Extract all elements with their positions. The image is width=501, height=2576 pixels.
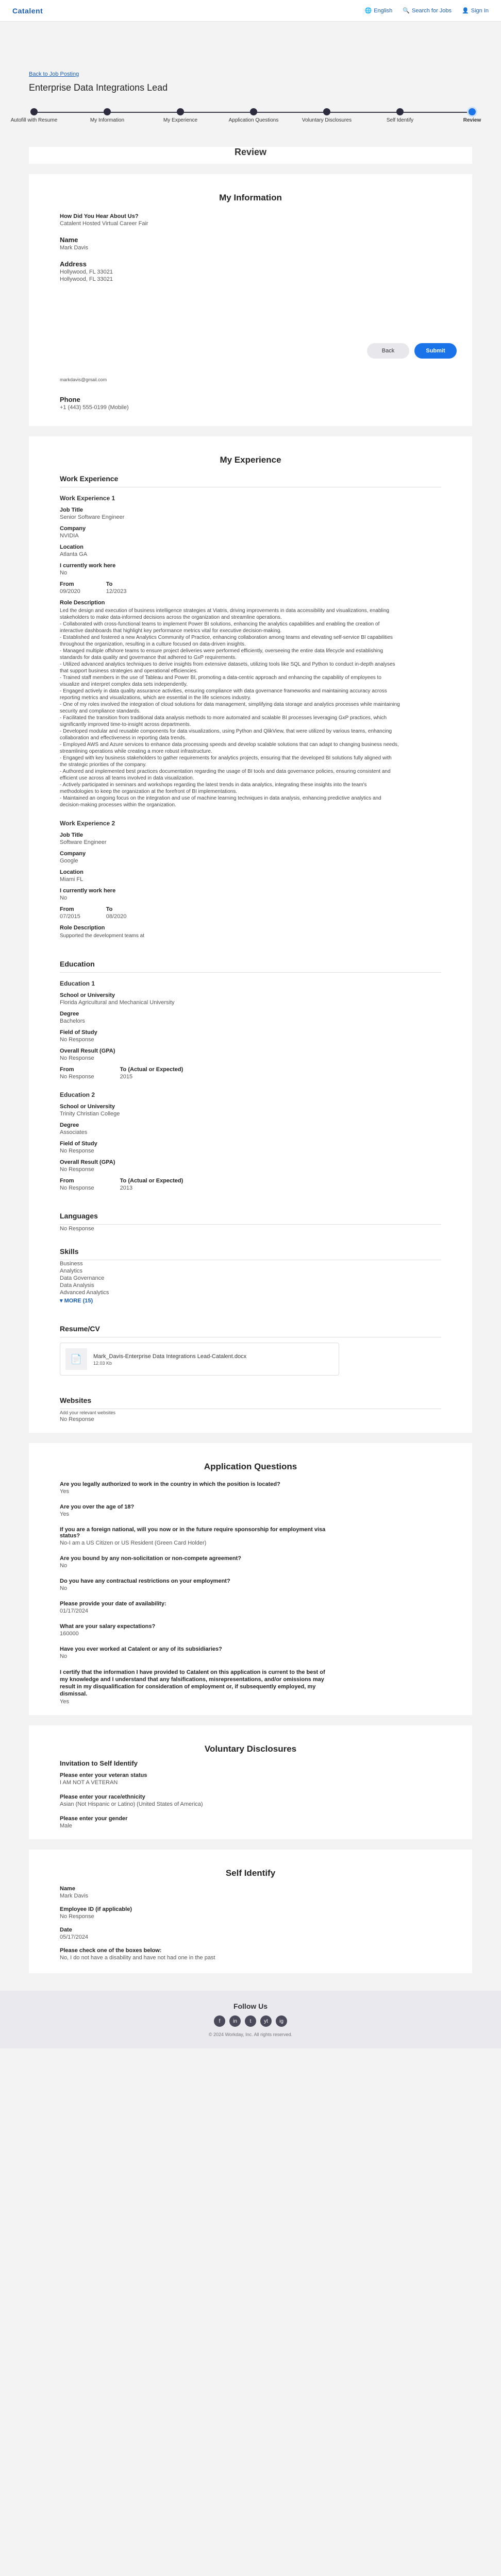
instagram-icon[interactable]: ig xyxy=(276,2015,287,2027)
copyright: © 2024 Workday, Inc. All rights reserved. xyxy=(208,2032,293,2037)
job-title-label: Job Title xyxy=(60,507,84,513)
current-work-value: No xyxy=(60,895,68,901)
step-label: My Information xyxy=(90,117,125,123)
back-to-job-link[interactable]: Back to Job Posting xyxy=(29,71,79,77)
voluntary-disclosures-section xyxy=(29,1725,472,1839)
address-label: Address xyxy=(60,260,87,268)
school-label: School or University xyxy=(60,1104,115,1110)
from-field xyxy=(60,576,80,595)
answer-value: No xyxy=(60,1653,68,1659)
contact-section xyxy=(29,363,472,426)
progress-stepper xyxy=(10,108,488,139)
date-value: 05/17/2024 xyxy=(60,1934,89,1940)
address-line-1: Hollywood, FL 33021 xyxy=(60,269,113,275)
job-title-value: Senior Software Engineer xyxy=(60,514,125,520)
from-label: From xyxy=(60,581,74,587)
current-work-value: No xyxy=(60,570,68,576)
company-label: Company xyxy=(60,851,86,857)
question-label: Please provide your date of availability: xyxy=(60,1601,166,1607)
search-icon: 🔍 xyxy=(403,8,410,14)
back-button[interactable]: Back xyxy=(367,343,409,359)
step-my-experience xyxy=(155,108,206,124)
step-dot xyxy=(396,108,404,115)
field-label: Field of Study xyxy=(60,1141,97,1147)
date-range xyxy=(60,576,441,595)
languages-value: No Response xyxy=(60,1226,94,1232)
answer-value: Yes xyxy=(60,1511,69,1517)
skill-item: Analytics xyxy=(60,1268,83,1274)
phone-value: +1 (443) 555-0199 (Mobile) xyxy=(60,404,129,411)
from-value: No Response xyxy=(60,1185,94,1191)
facebook-icon[interactable]: f xyxy=(214,2015,225,2027)
search-jobs-label: Search for Jobs xyxy=(412,7,452,14)
review-section xyxy=(29,147,472,164)
step-label: Application Questions xyxy=(228,117,279,123)
application-questions-section xyxy=(29,1443,472,1715)
my-experience-title: My Experience xyxy=(220,455,281,465)
location-label: Location xyxy=(60,544,84,550)
social-links xyxy=(0,2015,501,2027)
resume-file-info xyxy=(93,1352,246,1366)
degree-value: Associates xyxy=(60,1129,88,1136)
to-label: To xyxy=(106,581,113,587)
resume-file-size: 12.03 Kb xyxy=(93,1361,112,1366)
to-value: 08/2020 xyxy=(106,913,127,920)
location-value: Atlanta GA xyxy=(60,551,88,557)
language-label: English xyxy=(374,7,393,14)
websites-sub: Add your relevant websites xyxy=(60,1410,116,1415)
question-label: Do you have any contractual restrictions on your employment? xyxy=(60,1578,230,1584)
to-field xyxy=(120,1173,183,1191)
step-my-information xyxy=(81,108,133,124)
sign-in-link[interactable] xyxy=(462,7,489,14)
self-identify-name-label: Name xyxy=(60,1886,75,1892)
step-voluntary-disclosures xyxy=(301,108,353,124)
gpa-value: No Response xyxy=(60,1055,94,1061)
answer-value: No xyxy=(60,1563,68,1569)
skills-heading: Skills xyxy=(60,1247,441,1260)
skill-item: Data Analysis xyxy=(60,1282,94,1289)
step-autofill xyxy=(8,108,60,124)
answer-value: No xyxy=(60,1585,68,1591)
location-value: Miami FL xyxy=(60,876,84,883)
main-content xyxy=(10,71,488,1973)
to-value: 12/2023 xyxy=(106,588,127,595)
answer-value: 01/17/2024 xyxy=(60,1608,89,1614)
footer xyxy=(0,1991,501,2048)
step-dot-current xyxy=(469,108,476,115)
chevron-down-icon: ▾ xyxy=(60,1298,64,1304)
self-identify-invitation: Invitation to Self Identify xyxy=(60,1759,138,1767)
step-label: Voluntary Disclosures xyxy=(302,117,352,123)
employee-id-label: Employee ID (if applicable) xyxy=(60,1906,132,1912)
globe-icon: 🌐 xyxy=(364,8,372,14)
degree-label: Degree xyxy=(60,1122,79,1128)
skill-item: Advanced Analytics xyxy=(60,1290,109,1296)
top-bar xyxy=(0,0,501,22)
gender-label: Please enter your gender xyxy=(60,1816,128,1822)
email-value: markdavis@gmail.com xyxy=(60,377,107,382)
to-label: To (Actual or Expected) xyxy=(120,1178,183,1184)
veteran-label: Please enter your veteran status xyxy=(60,1772,147,1778)
step-label: My Experience xyxy=(163,117,198,123)
from-value: 09/2020 xyxy=(60,588,80,595)
role-description-label: Role Description xyxy=(60,925,105,931)
to-value: 2015 xyxy=(120,1074,133,1080)
self-identify-section xyxy=(29,1850,472,1973)
work-experience-1-heading: Work Experience 1 xyxy=(60,495,115,502)
field-value: No Response xyxy=(60,1148,94,1154)
skills-more-label: MORE (15) xyxy=(64,1298,93,1304)
degree-label: Degree xyxy=(60,1011,79,1017)
from-value: No Response xyxy=(60,1074,94,1080)
from-field xyxy=(60,1061,94,1080)
top-nav xyxy=(365,7,489,14)
from-label: From xyxy=(60,1066,74,1073)
my-information-title: My Information xyxy=(219,193,282,202)
answer-value: No-I am a US Citizen or US Resident (Green Card Holder) xyxy=(60,1540,207,1546)
step-application-questions xyxy=(228,108,279,124)
company-logo[interactable]: Catalent xyxy=(12,6,43,15)
skill-item: Business xyxy=(60,1261,83,1267)
from-field xyxy=(60,901,80,920)
to-label: To (Actual or Expected) xyxy=(120,1066,183,1073)
education-1-heading: Education 1 xyxy=(60,980,95,987)
degree-value: Bachelors xyxy=(60,1018,85,1024)
websites-value: No Response xyxy=(60,1416,94,1422)
step-label: Review xyxy=(463,117,481,123)
gpa-label: Overall Result (GPA) xyxy=(60,1159,115,1165)
race-value: Asian (Not Hispanic or Latino) (United States of America) xyxy=(60,1801,203,1807)
application-questions-title: Application Questions xyxy=(204,1462,297,1471)
from-label: From xyxy=(60,906,74,912)
date-range xyxy=(60,901,441,920)
company-value: Google xyxy=(60,858,78,864)
skill-item: Data Governance xyxy=(60,1275,105,1281)
role-description-value: Supported the development teams at xyxy=(60,933,144,939)
role-description-value: Led the design and execution of business intelligence strategies at Viatris, driving improvements in data accessibility and visualizations, enabling stakeholders to make data-informed decisions across the organization and streamline operations. - Collaborated with cross-functional teams to implement Power BI solutions, enhancing the analytics capabilities and enabling the creation of interactive dashboards that highlight key performance metrics vital for executive decision-making. - Established and fostered a new Analytics Community of Practice, enhancing collaboration among teams and elevating self-service BI capabilities throughout the organization, resulting in a culture focused on data-driven insights. - Managed multiple offshore teams to ensure project deliveries were performed efficiently, overseeing the entire data lifecycle and establishing standards for data quality and governance that adhered to GxP requirements. - Utilized advanced analytics techniques to derive insights from extensive datasets, utilizing tools like SQL and Python to conduct in-depth analyses that support business strategies and operational efficiencies. - Trained staff members in the use of Tableau and Power BI, promoting a data-centric approach and enhancing the capability of employees to visualize and interpret complex data sets independently. - Engaged actively in data quality assurance activities, ensuring compliance with data governance frameworks and maintaining accuracy across reporting metrics and visualizations, which are essential in the life sciences industry. - One of my roles involved the integration of cloud solutions for data management, simplifying data storage and analytics processes while maintaining security and compliance standards. - Facilitated the transition from traditional data analysis methods to more automated and scalable BI processes leveraging GxP practices, which significantly improved time-to-insight across departments. - Developed modular and reusable components for data visualizations, using Python and QlikView, that were utilized by various teams, enhancing collaboration and effectiveness in reporting data trends. - Employed AWS and Azure services to enhance data processing speeds and develop scalable solutions that can adapt to changing business needs, streamlining operations while creating a more robust infrastructure. - Engaged with key business stakeholders to gather requirements for analytics projects, ensuring that the developed BI solutions fully aligned with the strategic priorities of the company. - Authored and implemented best practices documentation regarding the usage of BI tools and data governance policies, ensuring consistent and efficient use across all teams involved in data visualization. - Actively participated in seminars and workshops regarding the latest trends in data analytics, integrating these insights into the team's methodologies to keep the organization at the forefront of BI implementations. - Maintained an ongoing focus on the integration and use of machine learning techniques in data analysis, enhancing predictive analytics and decision-making processes within the organization. xyxy=(60,608,400,808)
submit-button[interactable]: Submit xyxy=(414,343,457,359)
to-field xyxy=(106,576,127,595)
languages-heading: Languages xyxy=(60,1212,441,1225)
language-menu[interactable] xyxy=(365,7,393,14)
resume-file-name: Mark_Davis-Enterprise Data Integrations Lead-Catalent.docx xyxy=(93,1353,247,1360)
question-label: What are your salary expectations? xyxy=(60,1623,156,1630)
date-label: Date xyxy=(60,1927,72,1933)
to-field xyxy=(120,1061,183,1080)
from-field xyxy=(60,1173,94,1191)
step-review xyxy=(446,108,498,124)
question-label: I certify that the information I have provided to Catalent on this application is current to the best of my knowledge and I understand that any falsifications, misrepresentations, and/or omissions may result in my disqualification for consideration of employment or, if subsequently employed, my dismissal. xyxy=(60,1669,325,1697)
document-icon: 📄 xyxy=(65,1348,87,1370)
resume-file-card[interactable] xyxy=(60,1343,339,1376)
search-jobs-link[interactable] xyxy=(403,7,452,14)
veteran-value: I AM NOT A VETERAN xyxy=(60,1780,118,1786)
gpa-label: Overall Result (GPA) xyxy=(60,1048,115,1054)
question-label: Are you legally authorized to work in the country in which the position is located? xyxy=(60,1481,280,1487)
question-label: Have you ever worked at Catalent or any of its subsidiaries? xyxy=(60,1646,222,1652)
education-2-heading: Education 2 xyxy=(60,1091,95,1098)
voluntary-disclosures-title: Voluntary Disclosures xyxy=(204,1744,297,1754)
linkedin-icon[interactable]: in xyxy=(229,2015,241,2027)
school-value: Trinity Christian College xyxy=(60,1111,120,1117)
gender-value: Male xyxy=(60,1823,72,1829)
action-buttons xyxy=(29,339,472,363)
review-title: Review xyxy=(234,147,267,157)
twitter-icon[interactable]: t xyxy=(245,2015,256,2027)
user-icon: 👤 xyxy=(462,8,469,14)
to-label: To xyxy=(106,906,113,912)
skills-more-button[interactable] xyxy=(60,1297,441,1304)
job-title-label: Job Title xyxy=(60,832,84,838)
follow-us-heading: Follow Us xyxy=(233,2002,268,2010)
school-value: Florida Agricultural and Mechanical University xyxy=(60,999,175,1006)
location-label: Location xyxy=(60,869,84,875)
answer-value: Yes xyxy=(60,1699,69,1705)
step-self-identify xyxy=(374,108,426,124)
employee-id-value: No Response xyxy=(60,1913,94,1920)
my-experience-section xyxy=(29,436,472,1433)
to-value: 2013 xyxy=(120,1185,133,1191)
step-dot xyxy=(104,108,111,115)
company-value: NVIDIA xyxy=(60,533,79,539)
field-label: Field of Study xyxy=(60,1029,97,1036)
step-dot xyxy=(323,108,330,115)
answer-value: 160000 xyxy=(60,1631,79,1637)
step-label: Self Identify xyxy=(386,117,414,123)
from-label: From xyxy=(60,1178,74,1184)
school-label: School or University xyxy=(60,992,115,998)
education-dates xyxy=(60,1061,441,1080)
phone-label: Phone xyxy=(60,396,80,403)
current-work-label: I currently work here xyxy=(60,563,116,569)
websites-heading: Websites xyxy=(60,1396,441,1409)
answer-value: Yes xyxy=(60,1488,69,1495)
education-dates xyxy=(60,1173,441,1191)
name-label: Name xyxy=(60,236,78,244)
from-value: 07/2015 xyxy=(60,913,80,920)
field-value: No Response xyxy=(60,1037,94,1043)
step-dot xyxy=(177,108,184,115)
disability-value: No, I do not have a disability and have not had one in the past xyxy=(60,1955,215,1961)
step-dot xyxy=(250,108,257,115)
job-title-value: Software Engineer xyxy=(60,839,107,845)
question-label: Are you over the age of 18? xyxy=(60,1504,135,1510)
education-heading: Education xyxy=(60,960,441,973)
self-identify-name-value: Mark Davis xyxy=(60,1893,89,1899)
how-heard-label: How Did You Hear About Us? xyxy=(60,213,139,219)
step-dot xyxy=(30,108,38,115)
current-work-label: I currently work here xyxy=(60,888,116,894)
gpa-value: No Response xyxy=(60,1166,94,1173)
question-label: Are you bound by any non-solicitation or non-compete agreement? xyxy=(60,1555,242,1562)
job-title: Enterprise Data Integrations Lead xyxy=(29,82,168,93)
disability-label: Please check one of the boxes below: xyxy=(60,1947,162,1954)
name-value: Mark Davis xyxy=(60,245,89,251)
resume-heading: Resume/CV xyxy=(60,1325,441,1337)
role-description-label: Role Description xyxy=(60,600,105,606)
work-experience-heading: Work Experience xyxy=(60,474,441,487)
work-experience-2-heading: Work Experience 2 xyxy=(60,820,115,827)
youtube-icon[interactable]: yt xyxy=(260,2015,272,2027)
address-line-2: Hollywood, FL 33021 xyxy=(60,276,113,282)
race-label: Please enter your race/ethnicity xyxy=(60,1794,145,1800)
how-heard-value: Catalent Hosted Virtual Career Fair xyxy=(60,221,148,227)
to-field xyxy=(106,901,127,920)
step-label: Autofill with Resume xyxy=(10,117,58,123)
company-label: Company xyxy=(60,526,86,532)
self-identify-title: Self Identify xyxy=(225,1868,276,1878)
my-information-section xyxy=(29,174,472,339)
question-label: If you are a foreign national, will you now or in the future require sponsorship for employment visa status? xyxy=(60,1527,326,1539)
sign-in-label: Sign In xyxy=(471,7,489,14)
